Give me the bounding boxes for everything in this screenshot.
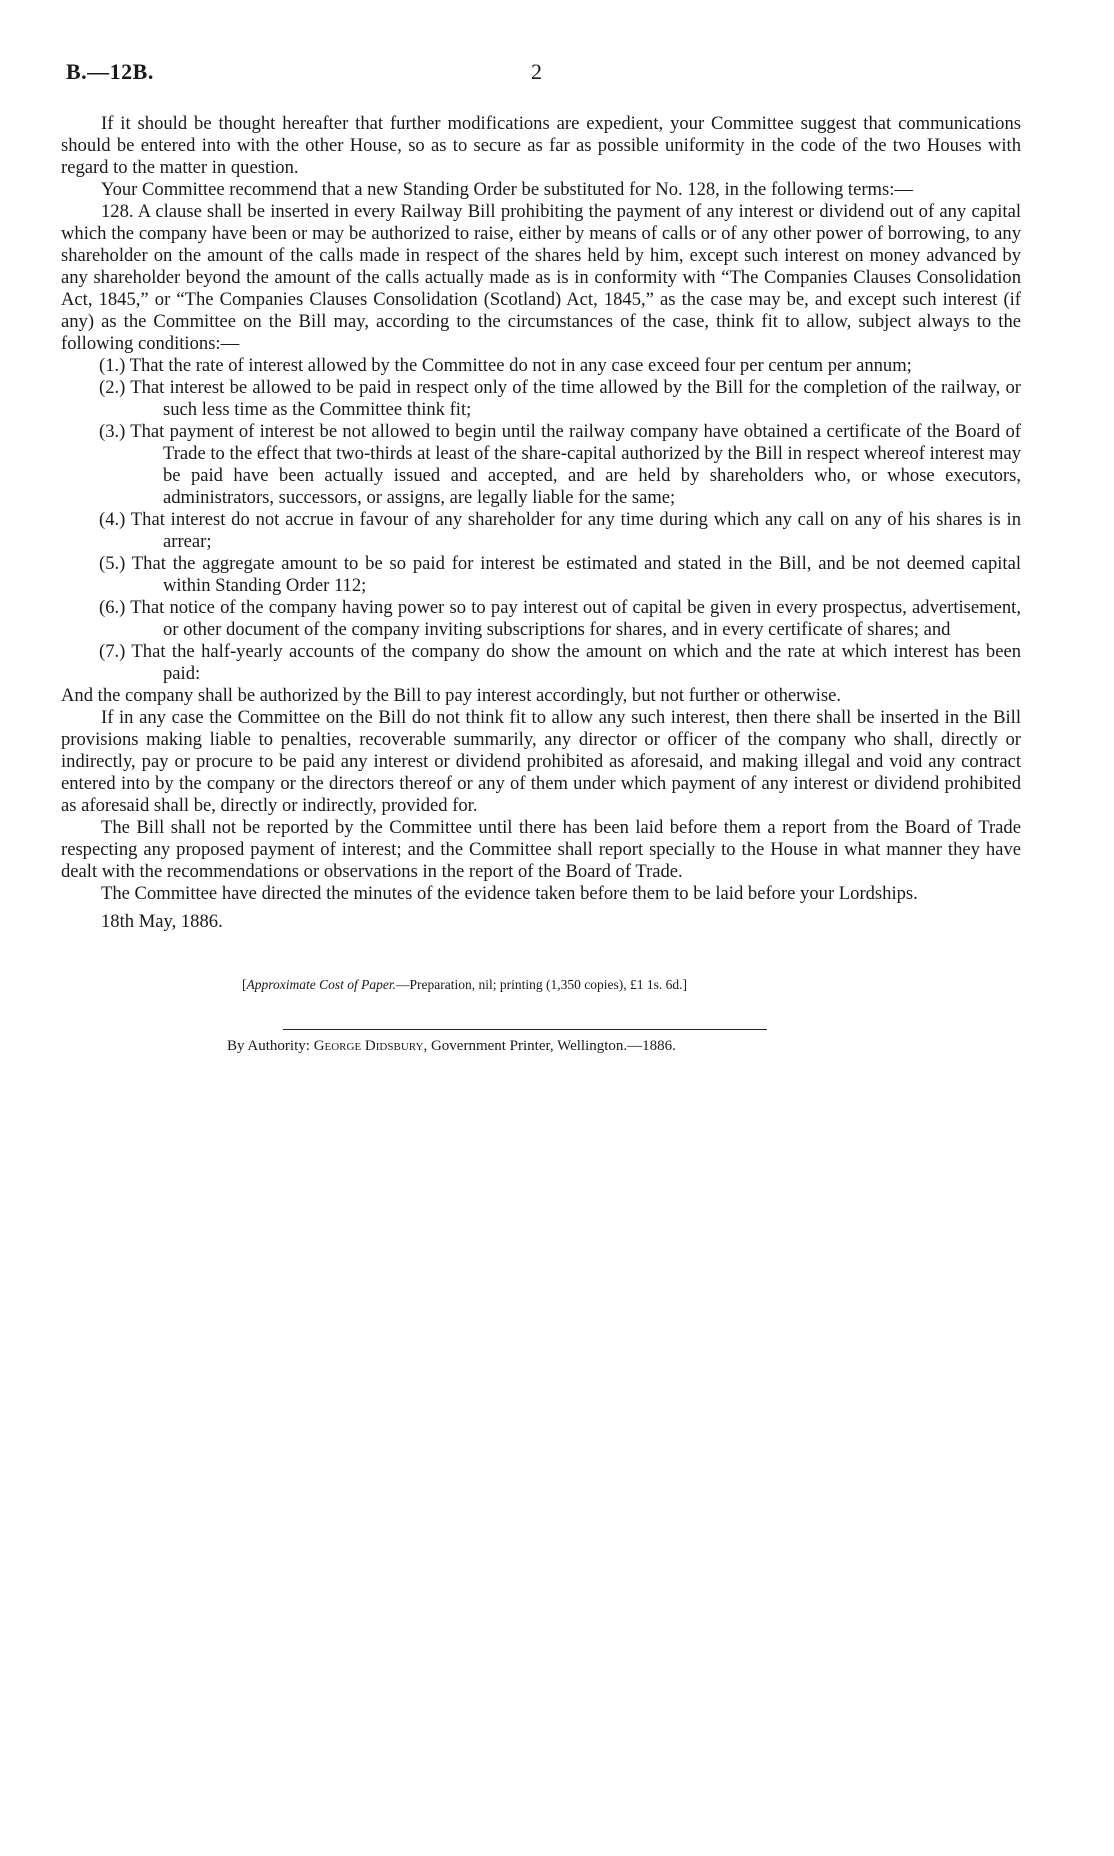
cost-of-paper-note (242, 977, 1021, 993)
report-body (61, 113, 1021, 933)
imprint-suffix: , Government Printer, Wellington.—1886. (423, 1038, 676, 1054)
paragraph-evidence: The Committee have directed the minutes of the evidence taken before them to be laid before your Lordships. (101, 883, 918, 904)
page-header (61, 55, 1021, 95)
document-page (61, 55, 1021, 1055)
printer-name: George Didsbury (313, 1038, 424, 1054)
condition-item: (3.) That payment of interest be not allowed to begin until the railway company have obtained a certificate of the Board of Trade to the effect that two-thirds at least of the share-capital authorized by the Bill in respect whereof interest may be paid have been actually issued and accepted, and are held by shareholders who, or whose executors, administrators, successors, or assigns, are legally liable for the same; (99, 421, 1021, 508)
page-number: 2 (531, 59, 542, 84)
cost-open-bracket: [ (242, 977, 247, 992)
paragraph-penalties: If in any case the Committee on the Bill do not think fit to allow any such interest, then there shall be inserted in the Bill provisions making liable to penalties, recoverable summarily, any director or officer of the company who shall, directly or indirectly, pay or procure to be paid any interest or dividend prohibited as aforesaid, and making illegal and void any contract entered into by the company or the directors thereof or any of them under which payment of any interest or dividend prohibited as aforesaid shall be, directly or indirectly, provided for. (61, 707, 1021, 816)
paragraph-board-of-trade-report: The Bill shall not be reported by the Committee until there has been laid before them a report from the Board of Trade respecting any proposed payment of interest; and the Committee shall report specially to the House in what manner they have dealt with the recommendations or observations in the report of the Board of Trade. (61, 817, 1021, 882)
condition-item: (5.) That the aggregate amount to be so paid for interest be estimated and stated in the Bill, and be not deemed capital within Standing Order 112; (99, 553, 1021, 596)
paragraph-standing-order-128: 128. A clause shall be inserted in every Railway Bill prohibiting the payment of any interest or dividend out of any capital which the company have been or may be authorized to raise, either by means of calls or of any other power of borrowing, to any shareholder on the amount of the calls made in respect of the shares held by him, except such interest on money advanced by any shareholder beyond the amount of the calls actually made as is in conformity with “The Companies Clauses Consolidation Act, 1845,” or “The Companies Clauses Consolidation (Scotland) Act, 1845,” as the case may be, and except such interest (if any) as the Committee on the Bill may, according to the circumstances of the case, think fit to allow, subject always to the following conditions:— (61, 201, 1021, 354)
cost-details: —Preparation, nil; printing (1,350 copies), £1 1s. 6d.] (396, 977, 687, 992)
condition-item: (1.) That the rate of interest allowed by the Committee do not in any case exceed four per centum per annum; (99, 355, 912, 376)
cost-label: Approximate Cost of Paper. (246, 977, 396, 992)
condition-item: (2.) That interest be allowed to be paid in respect only of the time allowed by the Bill for the completion of the railway, or such less time as the Committee think fit; (99, 377, 1021, 420)
document-reference: B.—12B. (66, 59, 154, 84)
condition-item: (4.) That interest do not accrue in favour of any shareholder for any time during which any call on any of his shares is in arrear; (99, 509, 1021, 552)
conditions-list (61, 355, 1021, 685)
printer-imprint (227, 1038, 1021, 1055)
paragraph-authorization: And the company shall be authorized by the Bill to pay interest accordingly, but not further or otherwise. (61, 685, 842, 706)
condition-item: (6.) That notice of the company having power so to pay interest out of capital be given in every prospectus, advertisement, or other document of the company inviting subscriptions for shares, and in every certificate of shares; and (99, 597, 1021, 640)
report-date: 18th May, 1886. (101, 911, 223, 932)
condition-item: (7.) That the half-yearly accounts of the company do show the amount on which and the rate at which interest has been paid: (99, 641, 1021, 684)
imprint-prefix: By Authority: (227, 1038, 314, 1054)
footer-divider (283, 1029, 767, 1030)
paragraph-modifications: If it should be thought hereafter that further modifications are expedient, your Committee suggest that communications should be entered into with the other House, so as to secure as far as possible uniformity in the code of the two Houses with regard to the matter in question. (61, 113, 1021, 178)
paragraph-recommendation: Your Committee recommend that a new Standing Order be substituted for No. 128, in the following terms:— (101, 179, 913, 200)
